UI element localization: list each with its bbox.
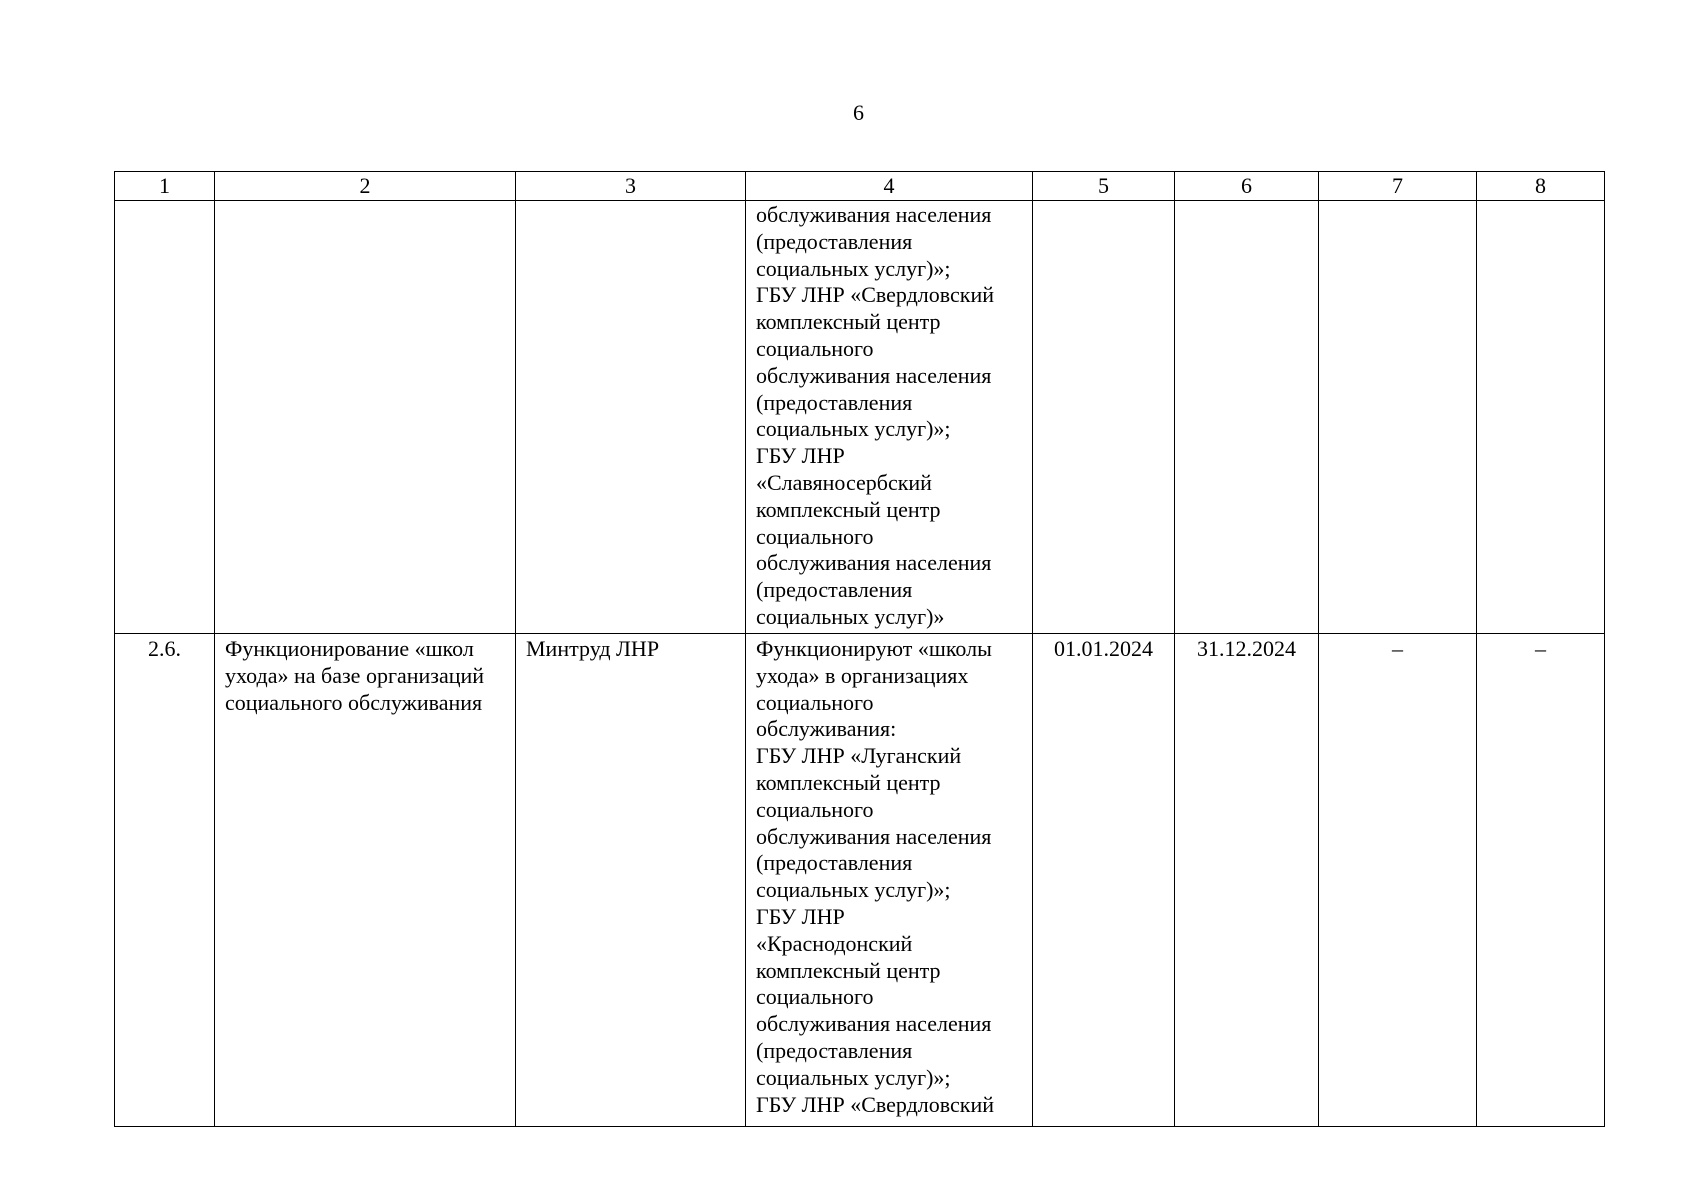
responsible-cell: Минтруд ЛНР (516, 634, 746, 1127)
column-header-5: 5 (1033, 172, 1175, 201)
column-header-8: 8 (1477, 172, 1605, 201)
measures-table (114, 171, 1605, 1127)
end-date-cell: 31.12.2024 (1175, 634, 1319, 1127)
result-description-cell: Функционируют «школы ухода» в организациях социального обслуживания: ГБУ ЛНР «Луганский комплексный центр социального обслуживания населения (предоставления социальных услуг)»; ГБУ ЛНР «Краснодонский комплексный центр социального обслуживания населения (предоставления социальных услуг)»; ГБУ ЛНР «Свердловский (746, 634, 1033, 1127)
start-date-cell: 01.01.2024 (1033, 634, 1175, 1127)
column-header-2: 2 (215, 172, 516, 201)
measure-name-cell (215, 201, 516, 634)
column-header-6: 6 (1175, 172, 1319, 201)
column-header-4: 4 (746, 172, 1033, 201)
responsible-cell (516, 201, 746, 634)
page-number: 6 (853, 100, 864, 125)
row-number-cell (115, 201, 215, 634)
column-7-cell (1319, 201, 1477, 634)
result-description-cell: обслуживания населения (предоставления социальных услуг)»; ГБУ ЛНР «Свердловский комплексный центр социального обслуживания населения (предоставления социальных услуг)»; ГБУ ЛНР «Славяносербский комплексный центр социального обслуживания населения (предоставления социальных услуг)» (746, 201, 1033, 634)
measure-name-cell: Функционирование «школ ухода» на базе организаций социального обслуживания (215, 634, 516, 1127)
column-header-1: 1 (115, 172, 215, 201)
table-row (115, 201, 1605, 634)
column-header-3: 3 (516, 172, 746, 201)
column-7-cell: – (1319, 634, 1477, 1127)
header-row (115, 172, 1605, 201)
row-number-cell: 2.6. (115, 634, 215, 1127)
table-row (115, 634, 1605, 1127)
column-header-7: 7 (1319, 172, 1477, 201)
end-date-cell (1175, 201, 1319, 634)
column-8-cell: – (1477, 634, 1605, 1127)
column-8-cell (1477, 201, 1605, 634)
start-date-cell (1033, 201, 1175, 634)
